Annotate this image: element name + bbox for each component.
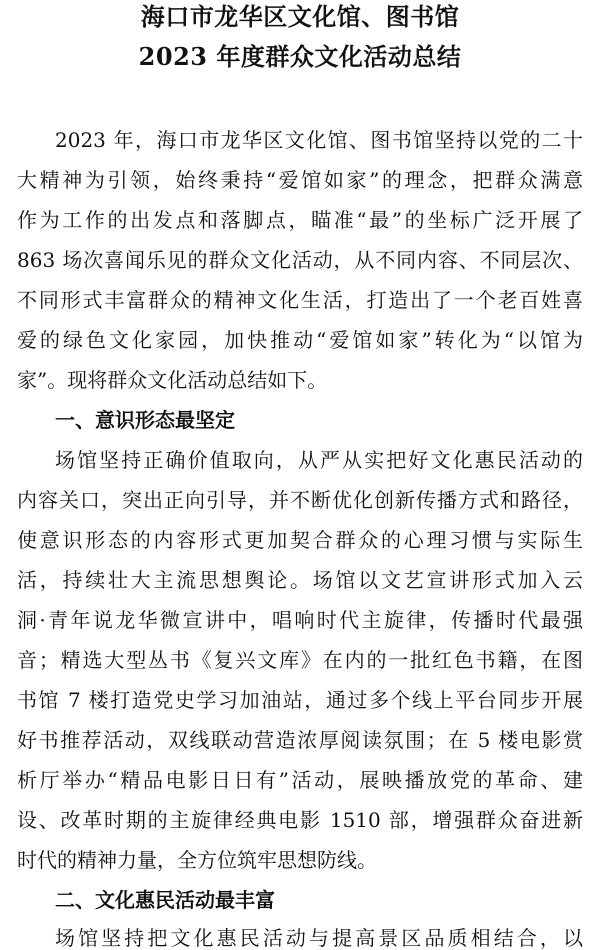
paragraph-line: 设、改革时期的主旋律经典电影 1510 部，增强群众奋进新 xyxy=(17,808,583,832)
paragraph-line: 音；精选大型丛书《复兴文库》在内的一批红色书籍，在图 xyxy=(17,648,583,672)
paragraph-line: 爱的绿色文化家园，加快推动“爱馆如家”转化为“以馆为 xyxy=(17,328,583,352)
paragraph-line: 析厅举办“精品电影日日有”活动，展映播放党的革命、建 xyxy=(17,768,583,792)
paragraph-line: 家”。现将群众文化活动总结如下。 xyxy=(17,368,328,392)
paragraph-line: 书馆 7 楼打造党史学习加油站，通过多个线上平台同步开展 xyxy=(17,688,583,712)
paragraph-line: 内容关口，突出正向引导，并不断优化创新传播方式和路径， xyxy=(17,488,583,512)
paragraph-line: 活，持续壮大主流思想舆论。场馆以文艺宣讲形式加入云 xyxy=(17,568,583,592)
paragraph-line: 2023 年，海口市龙华区文化馆、图书馆坚持以党的二十 xyxy=(55,128,583,152)
paragraph-line: 作为工作的出发点和落脚点，瞄准“最”的坐标广泛开展了 xyxy=(17,208,583,232)
section-1-heading: 一、意识形态最坚定 xyxy=(55,408,235,432)
document-title-line-1: 海口市龙华区文化馆、图书馆 xyxy=(140,2,460,31)
section-2-heading: 二、文化惠民活动最丰富 xyxy=(55,888,275,912)
paragraph-line: 863 场次喜闻乐见的群众文化活动，从不同内容、不同层次、 xyxy=(17,248,583,272)
document-title-line-2: 2023 年度群众文化活动总结 xyxy=(138,42,462,71)
paragraph-line: 大精神为引领，始终秉持“爱馆如家”的理念，把群众满意 xyxy=(17,168,583,192)
paragraph-line: 使意识形态的内容形式更加契合群众的心理习惯与实际生 xyxy=(17,528,583,552)
paragraph-line: 场馆坚持正确价值取向，从严从实把好文化惠民活动的 xyxy=(55,448,583,472)
paragraph-line: 场馆坚持把文化惠民活动与提高景区品质相结合，以 xyxy=(55,926,583,950)
paragraph-line: 好书推荐活动，双线联动营造浓厚阅读氛围；在 5 楼电影赏 xyxy=(17,728,583,752)
paragraph-line: 时代的精神力量，全方位筑牢思想防线。 xyxy=(17,848,377,872)
paragraph-line: 洞·青年说龙华微宣讲中，唱响时代主旋律，传播时代最强 xyxy=(17,608,583,632)
paragraph-line: 不同形式丰富群众的精神文化生活，打造出了一个老百姓喜 xyxy=(17,288,583,312)
